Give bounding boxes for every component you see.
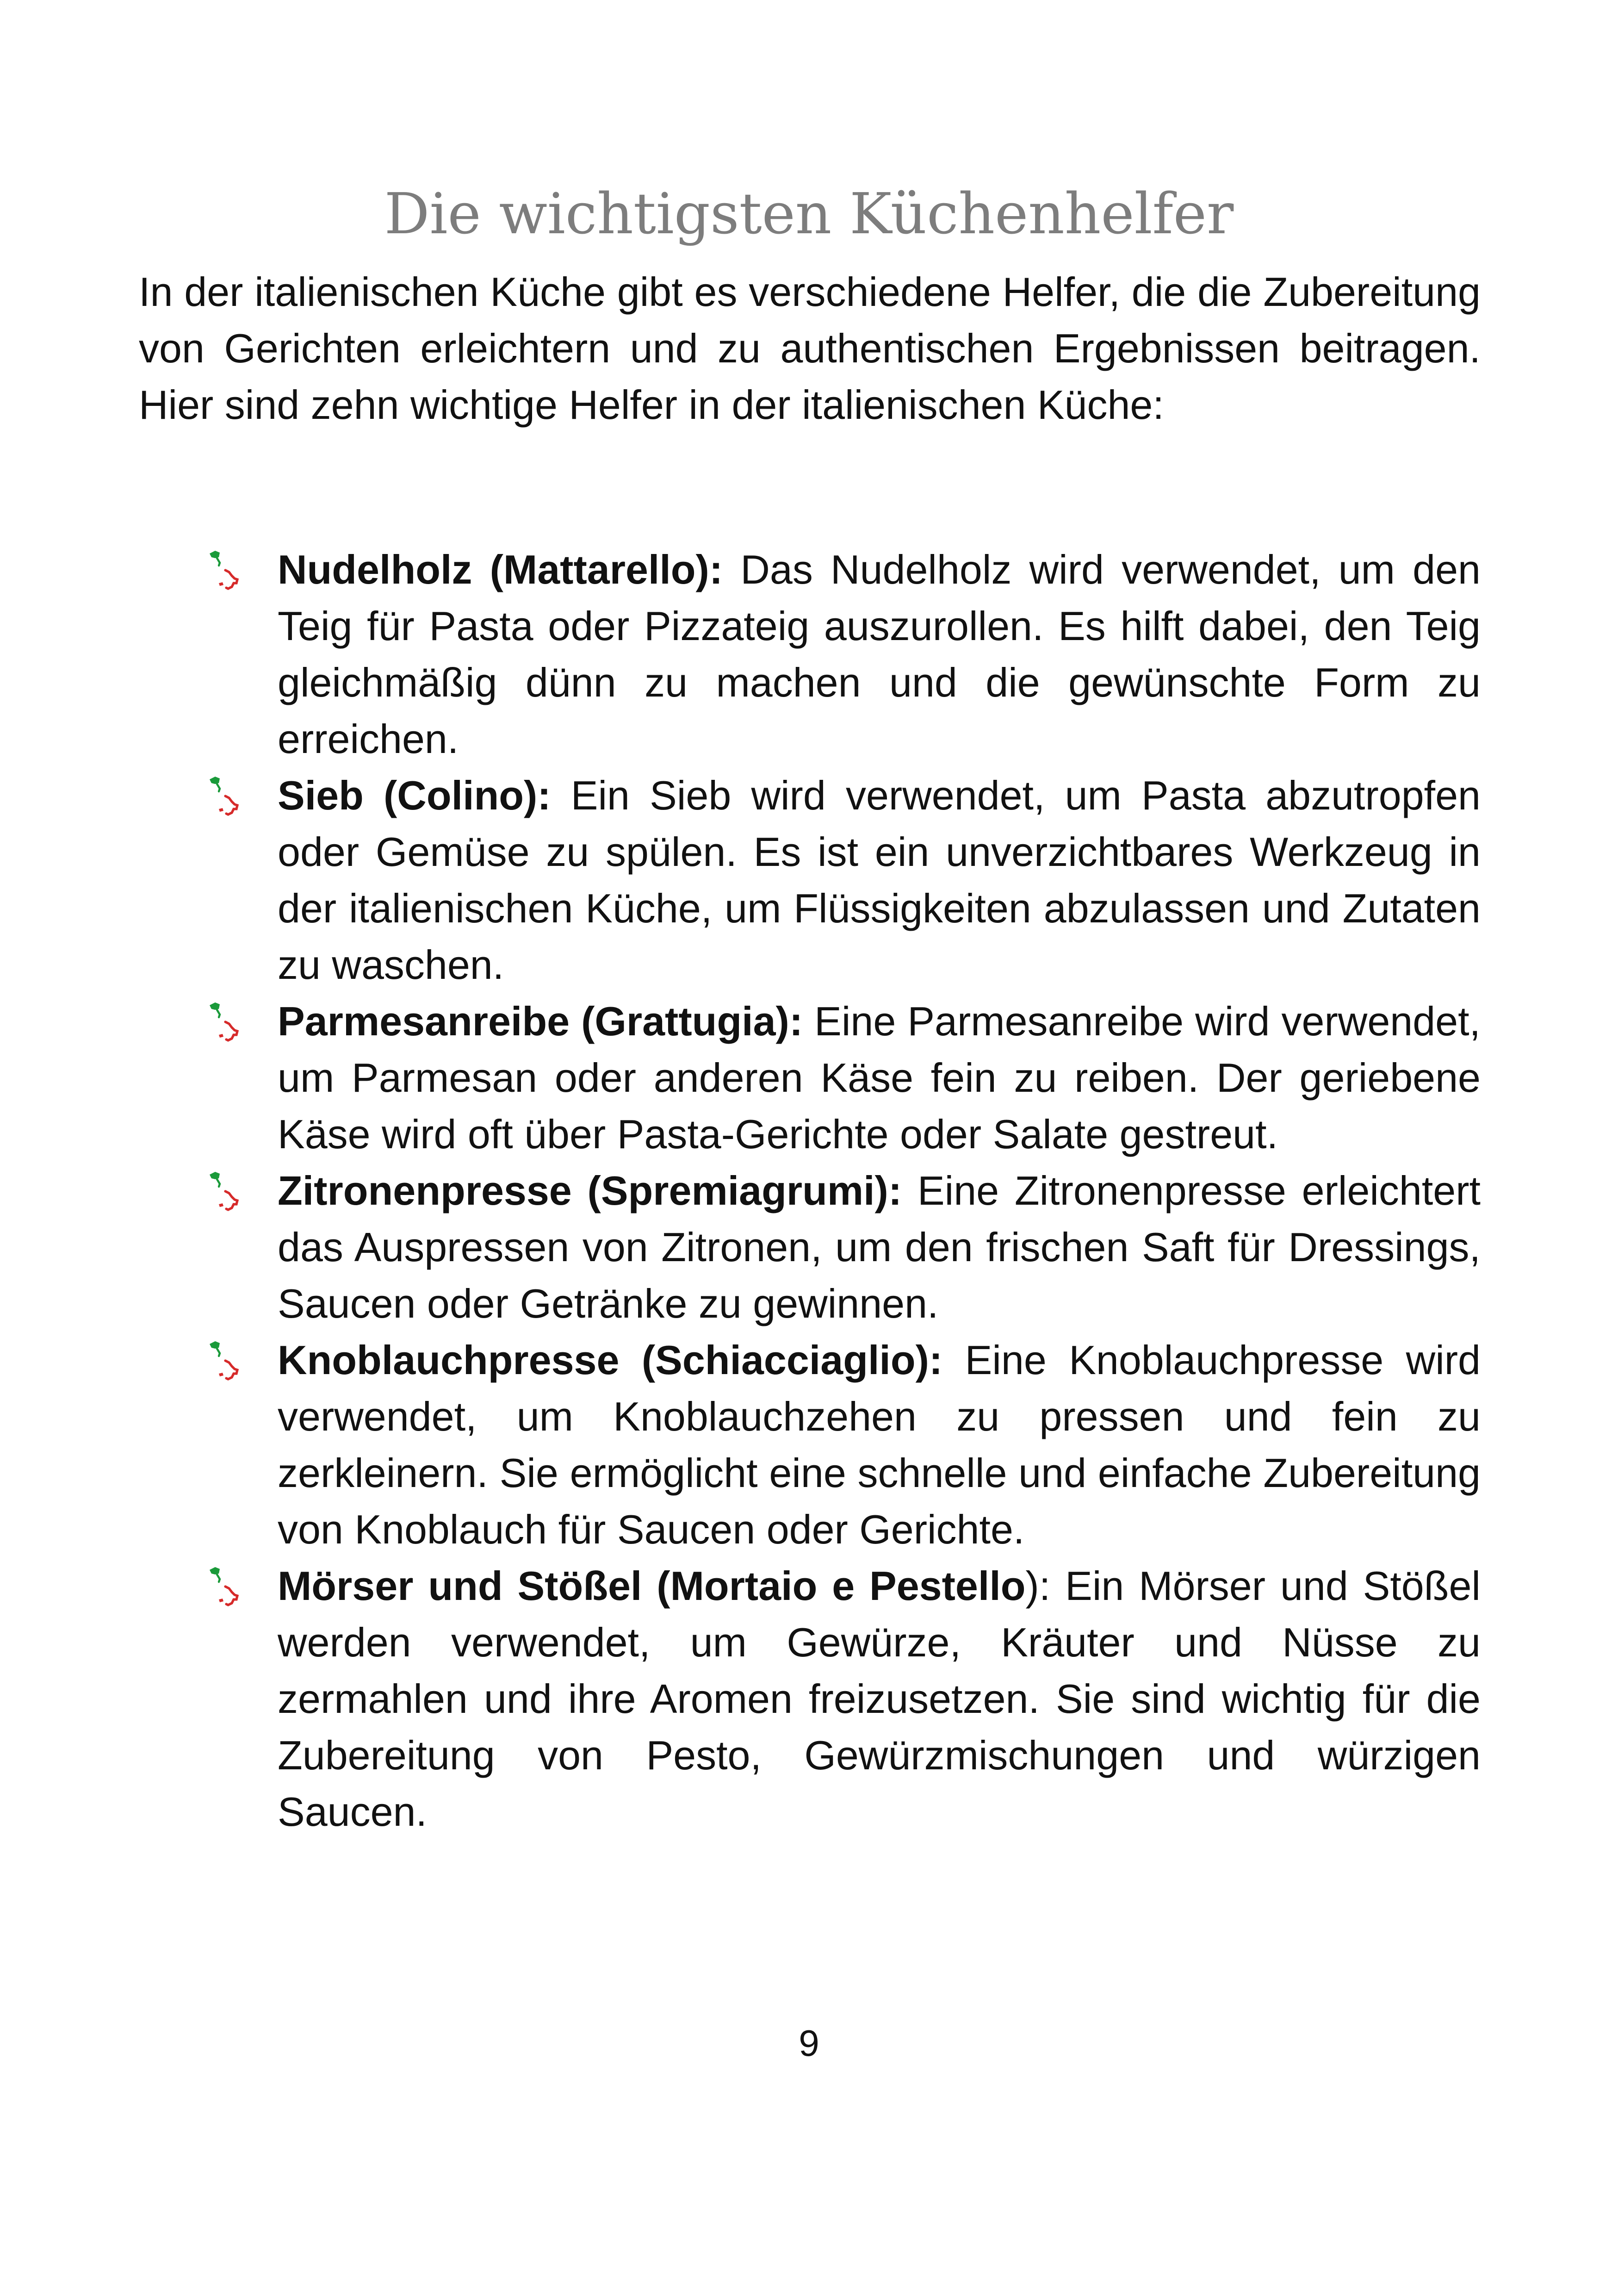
list-item	[139, 541, 1481, 767]
list-item	[139, 767, 1481, 993]
page-number: 9	[799, 2022, 819, 2064]
list-item	[139, 993, 1481, 1163]
kitchen-helpers-list	[139, 541, 1481, 1840]
list-item	[139, 1332, 1481, 1558]
italy-map-icon	[206, 776, 243, 818]
list-item	[139, 1558, 1481, 1840]
item-text: Das Nudelholz wird verwendet, um den Teig für Pasta oder Pizzateig auszurollen. Es hilft dabei, den Teig gleichmäßig dünn zu machen und die gewünschte Form zu erreichen.	[278, 547, 1481, 762]
item-text: Eine Knoblauchpresse wird verwendet, um Knoblauchzehen zu pressen und fein zu zerkleinern. Sie ermöglicht eine schnelle und einfache Zubereitung von Knoblauch für Saucen oder Gerichte.	[278, 1337, 1481, 1552]
page-title: Die wichtigsten Küchenhelfer	[384, 180, 1234, 247]
item-text: ): Ein Mörser und Stößel werden verwendet, um Gewürze, Kräuter und Nüsse zu zermahlen und ihre Aromen freizusetzen. Sie sind wichtig für die Zubereitung von Pesto, Gewürzmischungen und würzigen Saucen.	[278, 1563, 1481, 1835]
italy-map-icon	[206, 1340, 243, 1383]
item-term: Sieb (Colino):	[278, 772, 551, 818]
italy-map-icon	[206, 1566, 243, 1609]
item-term: Nudelholz (Mattarello):	[278, 547, 723, 592]
italy-map-icon	[206, 1002, 243, 1044]
item-term: Parmesanreibe (Grattugia):	[278, 998, 803, 1044]
item-text: Ein Sieb wird verwendet, um Pasta abzutropfen oder Gemüse zu spülen. Es ist ein unverzichtbares Werkzeug in der italienischen Küche, um Flüssigkeiten abzulassen und Zutaten zu waschen.	[278, 772, 1481, 988]
italy-map-icon	[206, 1171, 243, 1213]
italy-map-icon	[206, 550, 243, 592]
list-item	[139, 1163, 1481, 1332]
item-term: Mörser und Stößel (Mortaio e Pestello	[278, 1563, 1026, 1609]
item-text: Eine Zitronenpresse erleichtert das Auspressen von Zitronen, um den frischen Saft für Dressings, Saucen oder Getränke zu gewinnen.	[278, 1168, 1481, 1326]
item-term: Zitronenpresse (Spremiagrumi):	[278, 1168, 902, 1213]
intro-paragraph: In der italienischen Küche gibt es verschiedene Helfer, die die Zubereitung von Gerichten erleichtern und zu authentischen Ergebnissen beitragen. Hier sind zehn wichtige Helfer in der italienischen Küche:	[139, 269, 1481, 428]
item-text: Eine Parmesanreibe wird verwendet, um Parmesan oder anderen Käse fein zu reiben. Der geriebene Käse wird oft über Pasta-Gerichte oder Salate gestreut.	[278, 998, 1481, 1157]
item-term: Knoblauchpresse (Schiacciaglio):	[278, 1337, 943, 1383]
